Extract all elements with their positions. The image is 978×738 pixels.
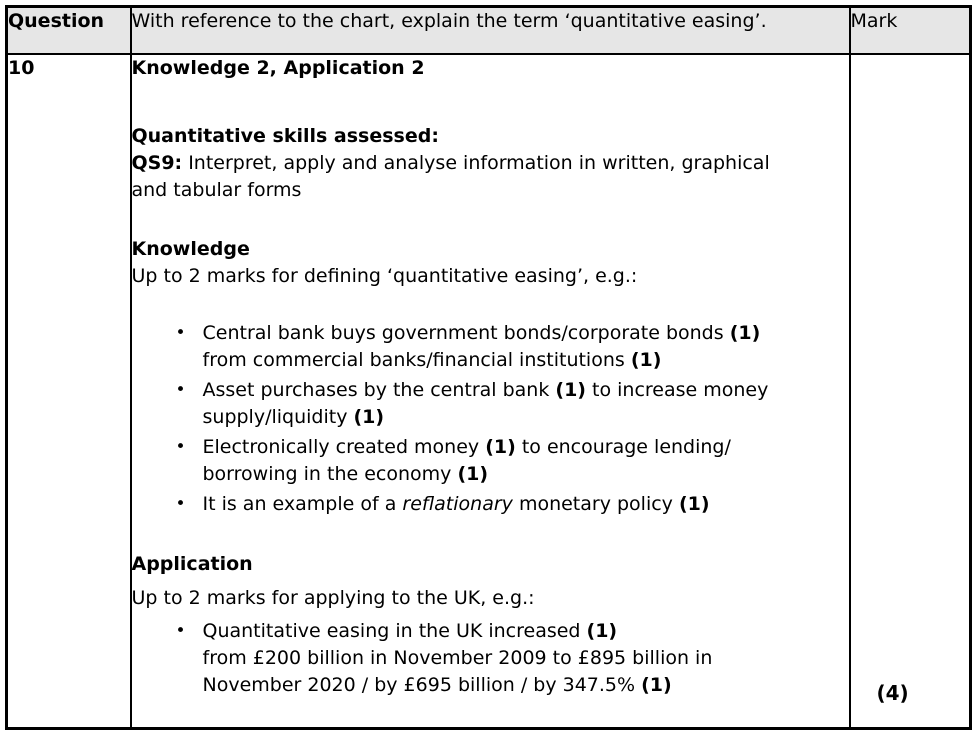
bullet-icon: •	[175, 493, 186, 514]
bullet-text: It is an example of a reflationary monetary policy (1)	[202, 492, 710, 515]
mark-column-header: Mark	[850, 7, 971, 54]
list-item	[176, 491, 849, 518]
list-item	[176, 320, 849, 374]
bullet-icon: •	[175, 620, 186, 641]
skills-assessed-heading: Quantitative skills assessed:	[131, 124, 439, 147]
knowledge-bullet-list	[176, 320, 849, 518]
bullet-icon: •	[175, 379, 186, 400]
question-prompt: With reference to the chart, explain the term ‘quantitative easing’.	[131, 7, 850, 54]
answer-content-cell	[131, 54, 850, 729]
bullet-icon: •	[175, 322, 186, 343]
knowledge-heading: Knowledge	[131, 237, 250, 260]
table-header-row	[7, 7, 971, 54]
application-intro: Up to 2 marks for applying to the UK, e.g.:	[131, 586, 535, 609]
application-bullet-list	[176, 618, 849, 699]
bullet-text: Quantitative easing in the UK increased (1) from £200 billion in November 2009 to £895 billion in November 2020 / by £695 billion / by 347.5% (1)	[202, 619, 713, 696]
marks-split-heading: Knowledge 2, Application 2	[131, 56, 425, 79]
bullet-text: Central bank buys government bonds/corporate bonds (1) from commercial banks/financial institutions (1)	[202, 321, 761, 371]
answer-row	[7, 54, 971, 729]
knowledge-intro: Up to 2 marks for defining ‘quantitative easing’, e.g.:	[131, 264, 638, 287]
question-column-header: Question	[7, 7, 131, 54]
bullet-text: Electronically created money (1) to encourage lending/ borrowing in the economy (1)	[202, 435, 731, 485]
mark-scheme-table	[5, 5, 972, 730]
list-item	[176, 377, 849, 431]
bullet-icon: •	[175, 436, 186, 457]
mark-total: (4)	[876, 681, 909, 705]
question-number: 10	[7, 54, 131, 729]
list-item	[176, 618, 849, 699]
application-heading: Application	[131, 552, 253, 575]
mark-cell	[850, 54, 971, 729]
bullet-text: Asset purchases by the central bank (1) to increase money supply/liquidity (1)	[202, 378, 769, 428]
list-item	[176, 434, 849, 488]
skills-assessed-text: QS9: Interpret, apply and analyse information in written, graphical and tabular forms	[131, 151, 770, 201]
